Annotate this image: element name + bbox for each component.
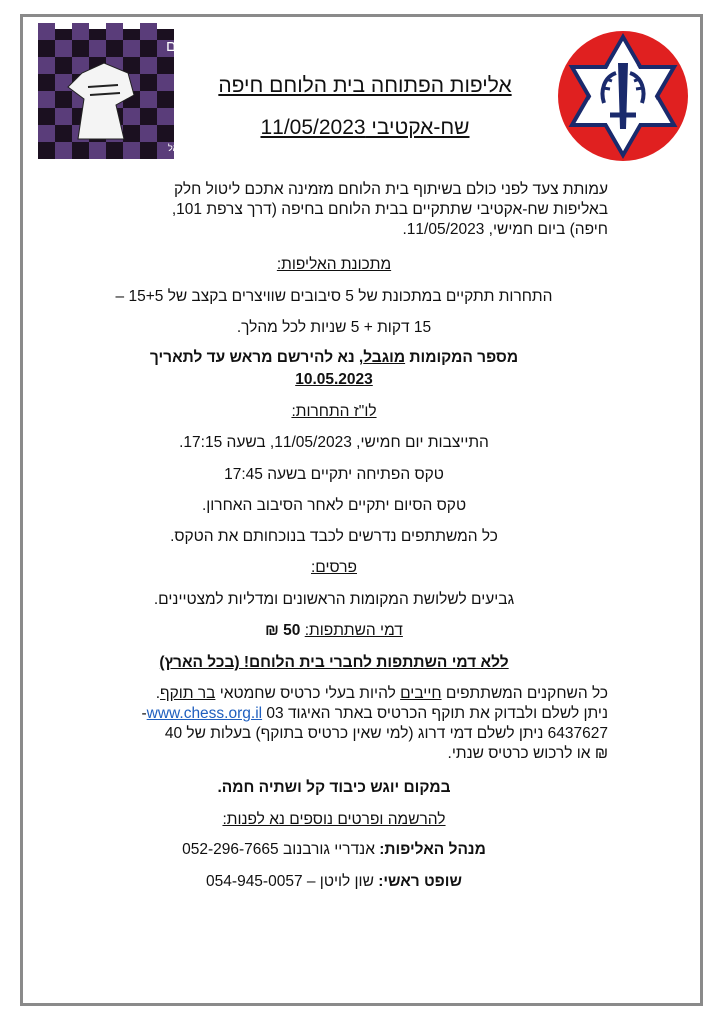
intro-paragraph <box>60 180 608 240</box>
card-line: 6437627 ניתן לשלם דמי דרוג (למי שאין כרטיס בתוקף) בעלות של 40 <box>164 725 608 742</box>
schedule-item: טקס הסיום יתקיים לאחר הסיבוב האחרון. <box>201 497 467 514</box>
director-value: אנדריי גורבנוב 052-296-7665 <box>182 841 380 858</box>
card-text: כל השחקנים המשתתפים <box>441 685 608 702</box>
free-entry-note: ללא דמי השתתפות לחברי בית הלוחם! (בכל הארץ) <box>159 654 509 671</box>
card-valid: בר תוקף <box>160 685 216 702</box>
director-label: מנהל האליפות: <box>379 841 486 858</box>
limited-notice <box>60 349 608 367</box>
limited-word: מוגבל <box>363 349 406 366</box>
fee-amount: 50 ₪ <box>265 622 301 639</box>
page-subtitle: שח-אקטיבי 11/05/2023 <box>260 116 470 139</box>
logo-top-text: צעד לפני כולם <box>166 38 256 55</box>
arbiter-value: שון לויטן – 054-945-0057 <box>206 873 379 890</box>
refreshments-note: במקום יוגש כיבוד קל ושתיה חמה. <box>217 779 451 796</box>
card-line <box>60 704 608 724</box>
schedule-item: טקס הפתיחה יתקיים בשעה 17:45 <box>224 466 444 483</box>
card-line: ₪ או לרכוש כרטיס שנתי. <box>447 745 608 762</box>
intro-line: באליפות שח-אקטיבי שתתקיים בבית הלוחם בחיפה (דרך צרפת 101, <box>171 201 608 218</box>
contact-heading: להרשמה ופרטים נוספים נא לפנות: <box>222 811 446 828</box>
format-line: התחרות תתקיים במתכונת של 5 סיבובים שוויצרים בקצב של 15+5 – <box>115 288 553 305</box>
prizes-text: גביעים לשלושת המקומות הראשונים ומדליות למצטיינים. <box>153 591 515 608</box>
fee-label: דמי השתתפות: <box>304 622 403 639</box>
card-text: ניתן לשלם ולבדוק את תוקף הכרטיס באתר האיגוד <box>283 705 608 722</box>
card-line <box>60 684 608 704</box>
card-paragraph <box>60 684 608 764</box>
logo-bottom-text: העמותה לקידום הספורט בישראל <box>168 143 293 153</box>
schedule-heading: לו"ז התחרות: <box>291 403 377 420</box>
registration-deadline: 10.05.2023 <box>295 371 373 388</box>
intro-line: עמותת צעד לפני כולם בשיתוף בית הלוחם מזמינה אתכם ליטול חלק <box>173 181 608 198</box>
page-title: אליפות הפתוחה בית הלוחם חיפה <box>218 74 512 97</box>
association-logo <box>38 29 293 159</box>
prizes-heading: פרסים: <box>311 559 357 576</box>
arbiter-line <box>60 873 608 891</box>
schedule-item: כל המשתתפים נדרשים לכבד בנוכחותם את הטקס. <box>170 528 498 545</box>
format-line: 15 דקות + 5 שניות לכל מהלך. <box>236 319 432 336</box>
arbiter-label: שופט ראשי: <box>378 873 462 890</box>
intro-line: חיפה) ביום חמישי, 11/05/2023. <box>402 221 608 238</box>
format-heading: מתכונת האליפות: <box>276 256 392 273</box>
schedule-item: התייצבות יום חמישי, 11/05/2023, בשעה 17:15. <box>179 434 489 451</box>
director-line <box>60 841 608 859</box>
fee-line <box>60 622 608 640</box>
idf-emblem-icon <box>556 29 690 163</box>
limited-post: , נא להירשם מראש עד לתאריך <box>149 349 364 366</box>
card-text: 03- <box>141 705 284 722</box>
limited-pre: מספר המקומות <box>405 349 519 366</box>
card-must: חייבים <box>400 685 442 702</box>
chess-association-link[interactable]: www.chess.org.il <box>146 705 263 722</box>
card-text: להיות בעלי כרטיס שחמטאי <box>215 685 401 702</box>
card-text: . <box>155 685 160 702</box>
